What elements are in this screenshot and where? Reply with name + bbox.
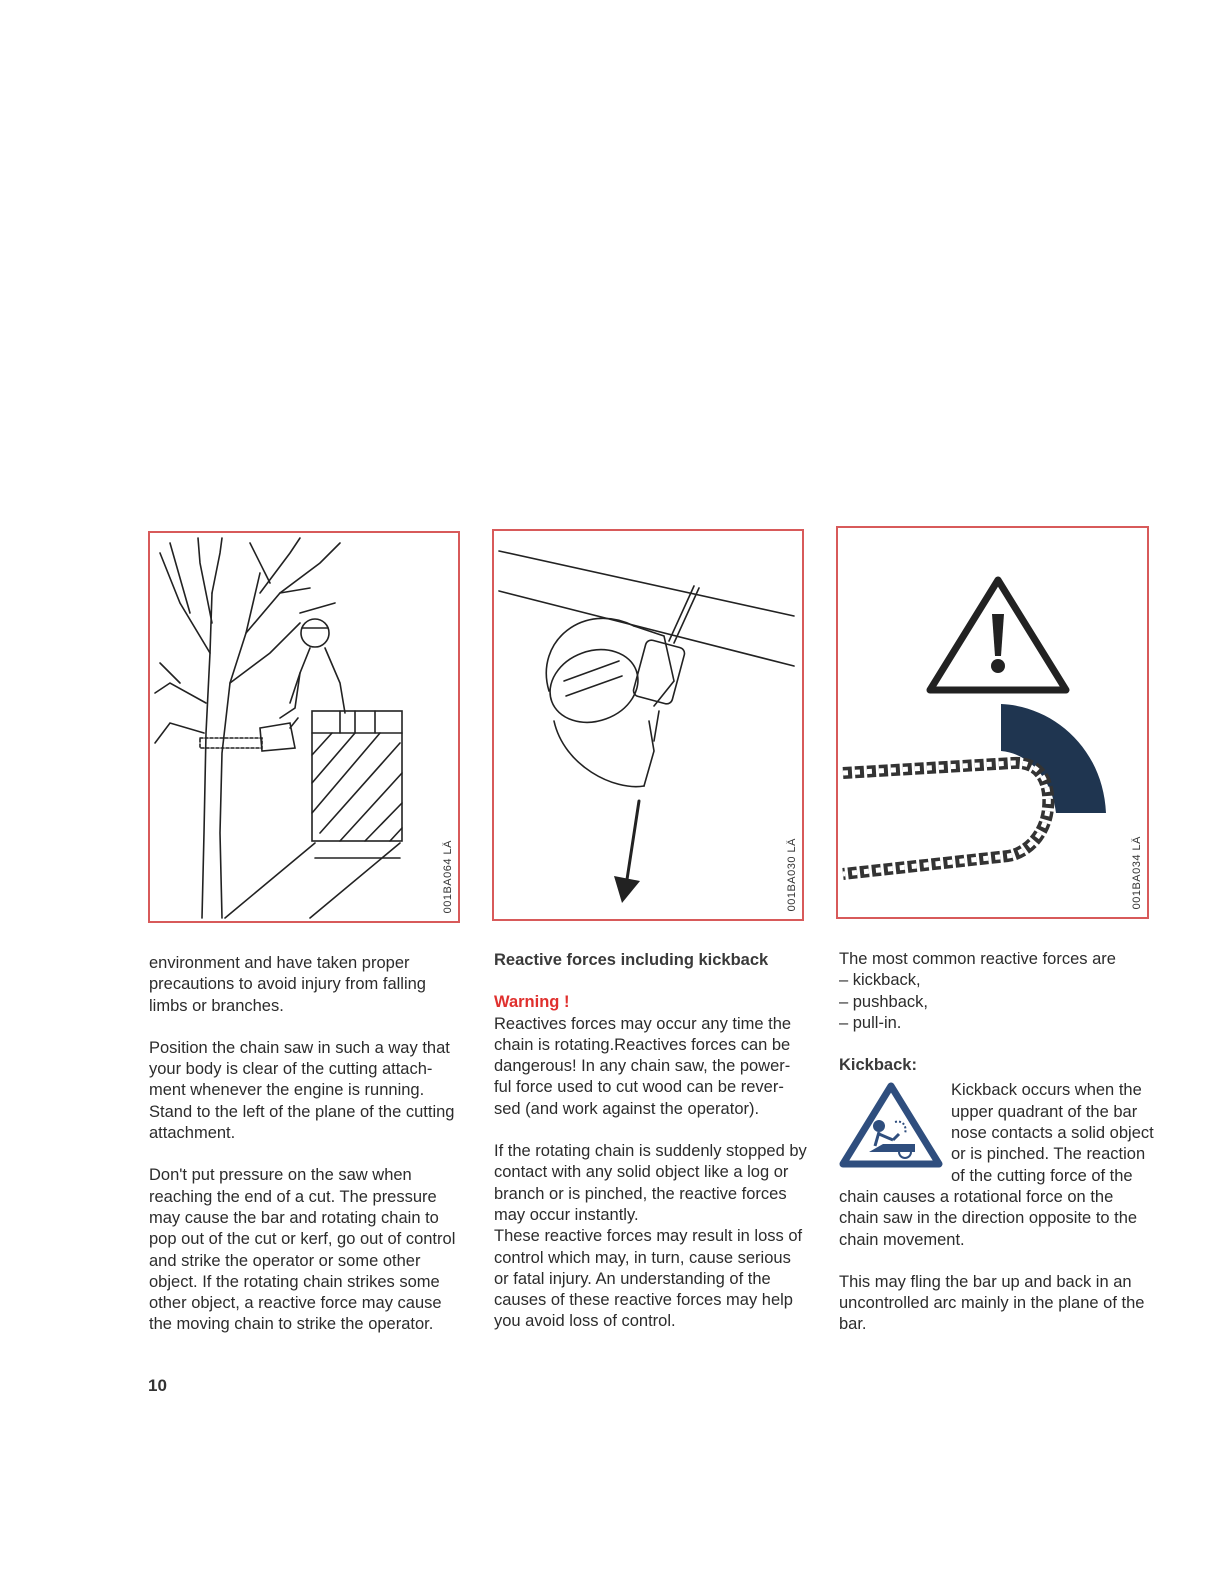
paragraph: If the rotating chain is suddenly stopped by contact with any solid object like a log or branch or is pinched, the reactive forces may occur instantly. [494, 1142, 807, 1224]
kickback-warning-icon [839, 1082, 943, 1168]
paragraph: This may fling the bar up and back in an uncontrolled arc mainly in the plane of the bar. [839, 1272, 1145, 1334]
list-item: – pull-in. [839, 1013, 902, 1032]
text-column-3 [839, 949, 1155, 1357]
text-column-2 [494, 950, 810, 1354]
paragraph: Reactives forces may occur any time the chain is rotating.Reactives forces can be dangerous! In any chain saw, the power- ful force used to cut wood can be rever- sed (and work against the operator). [494, 1014, 792, 1118]
section-heading: Reactive forces including kickback [494, 951, 769, 969]
list-item: – kickback, [839, 971, 921, 990]
warning-label: Warning ! [494, 993, 570, 1012]
figure-kickback-zone [836, 526, 1149, 919]
figure-code: 001BA064 LÄ [442, 839, 454, 913]
reactive-forces-list [839, 970, 1155, 1034]
paragraph: Don't put pressure on the saw when reaching the end of a cut. The pressure may cause the bar and rotating chain to pop out of the cut or kerf, go out of control and strike the operator or some other object. If the rotating chain strikes some other object, a reactive force may cause the moving chain to strike the operator. [149, 1166, 456, 1334]
kickback-heading: Kickback: [839, 1056, 917, 1075]
figure-code: 001BA034 LÄ [1131, 835, 1143, 909]
list-item: – pushback, [839, 992, 928, 1011]
intro-text: The most common reactive forces are [839, 950, 1116, 968]
figure-overhead-cut [492, 529, 804, 921]
kickback-block [839, 1080, 1155, 1250]
kickback-zone-illustration [838, 528, 1147, 917]
warning-triangle-icon [930, 580, 1066, 690]
text-column-1 [149, 953, 469, 1357]
paragraph: environment and have taken proper precautions to avoid injury from falling limbs or branches. [149, 954, 426, 1015]
page-number: 10 [148, 1376, 167, 1395]
paragraph: Position the chain saw in such a way that your body is clear of the cutting attach- ment whenever the engine is running. Stand to the left of the plane of the cutting attachment. [149, 1038, 455, 1143]
figure-aerial-bucket-cutting [148, 531, 460, 923]
paragraph: These reactive forces may result in loss of control which may, in turn, cause serious or fatal injury. An understanding of the causes of these reactive forces may help you avoid loss of control. [494, 1227, 803, 1331]
paragraph: Kickback occurs when the upper quadrant of the bar nose contacts a solid object or is pinched. The reaction of the cutting force of the chain causes a rotational force on the chain saw in the direction opposite to the chain movement. [839, 1081, 1154, 1249]
down-arrow-icon [494, 531, 802, 919]
aerial-bucket-illustration [150, 533, 458, 921]
figure-code: 001BA030 LÄ [786, 837, 798, 911]
